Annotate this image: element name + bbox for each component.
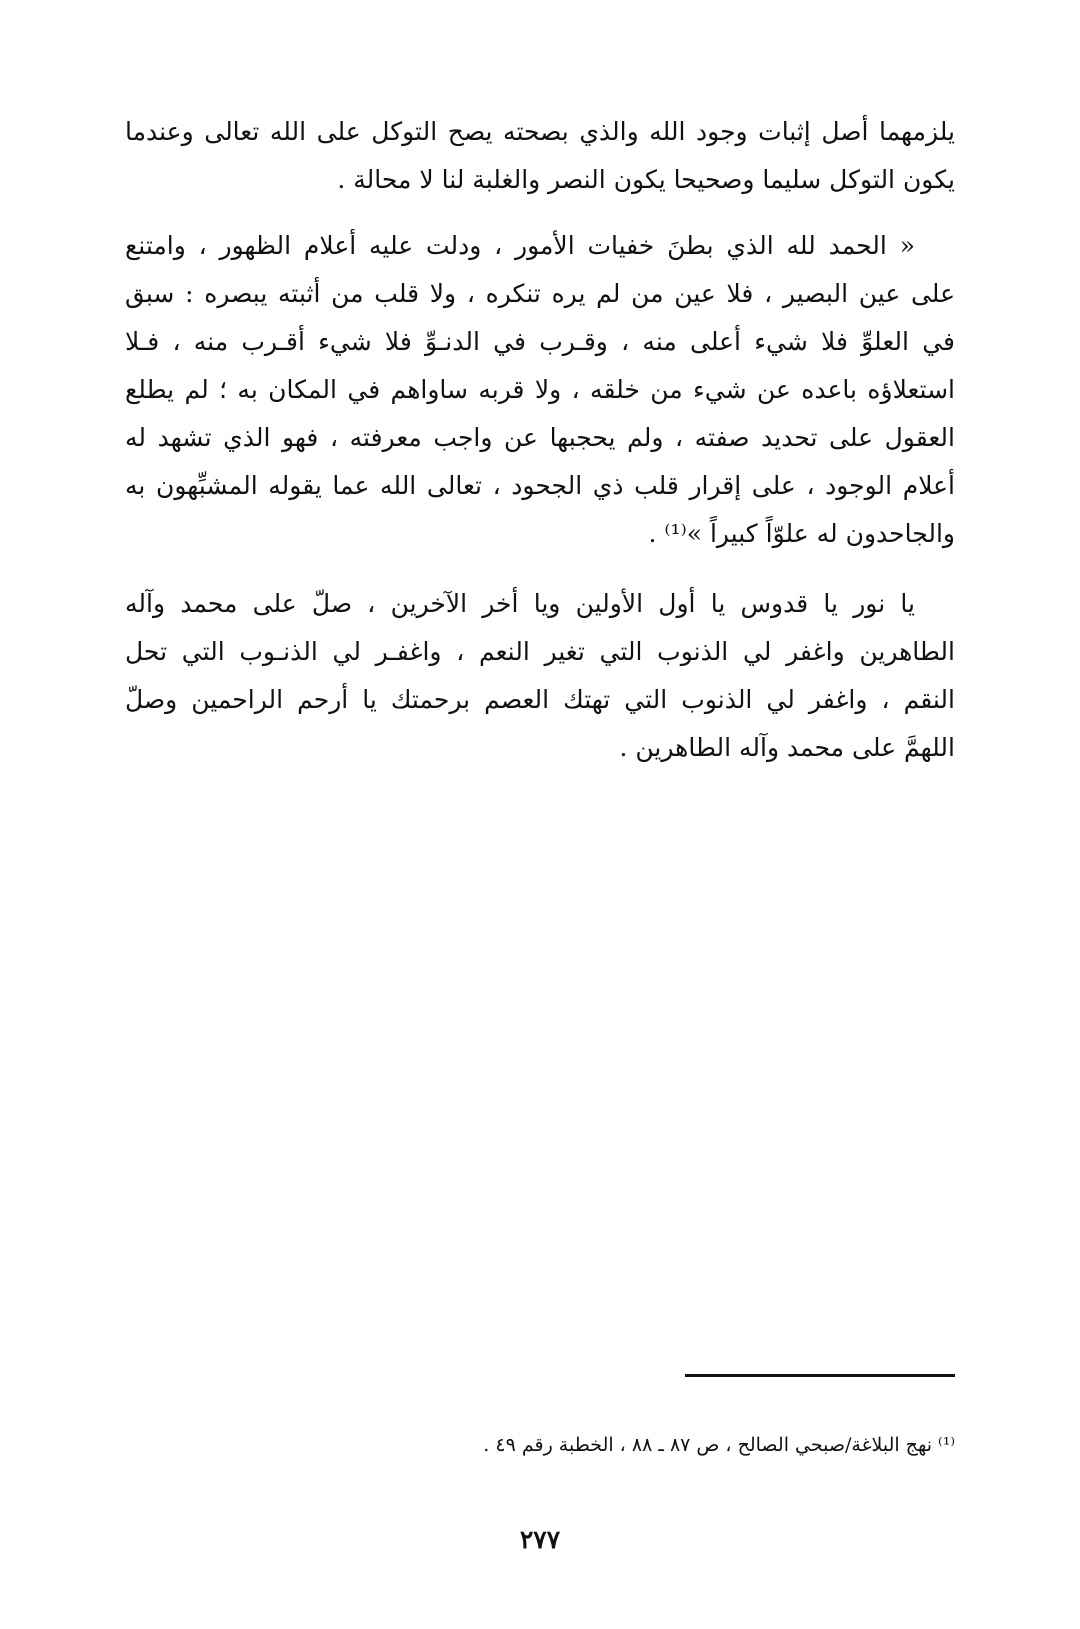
paragraph-1-line: يلزمهما أصل إثبات وجود الله والذي بصحته يصح التوكل على الله تعالى وعندما bbox=[125, 117, 955, 146]
paragraph-2-line: العقول على تحديد صفته ، ولم يحجبها عن واجب معرفته ، فهو الذي تشهد له bbox=[125, 423, 955, 452]
paragraph-3-line: الطاهرين واغفر لي الذنوب التي تغير النعم ، واغفـر لي الذنـوب التي تحل bbox=[125, 637, 955, 666]
paragraph-2-line: أعلام الوجود ، على إقرار قلب ذي الجحود ، تعالى الله عما يقوله المشبِّهون به bbox=[125, 471, 955, 500]
paragraph-3-line: اللهمَّ على محمد وآله الطاهرين . bbox=[619, 733, 955, 762]
paragraph-3-prayer bbox=[125, 580, 955, 772]
paragraph-1-line: يكون التوكل سليما وصحيحا يكون النصر والغلبة لنا لا محالة . bbox=[337, 165, 955, 194]
paragraph-2-quote bbox=[125, 222, 955, 558]
paragraph-2-line: استعلاؤه باعده عن شيء من خلقه ، ولا قربه ساواهم في المكان به ؛ لم يطلع bbox=[125, 375, 955, 404]
paragraph-2-line: والجاحدون له علوّاً كبيراً »⁽¹⁾ . bbox=[648, 519, 955, 548]
paragraph-3-line: يا نور يا قدوس يا أول الأولين ويا أخر الآخرين ، صلّ على محمد وآله bbox=[125, 589, 915, 618]
paragraph-2-line: « الحمد لله الذي بطنَ خفيات الأمور ، ودلت عليه أعلام الظهور ، وامتنع bbox=[125, 231, 915, 260]
footnote: ⁽¹⁾ نهج البلاغة/صبحي الصالح ، ص ٨٧ ـ ٨٨ ، الخطبة رقم ٤٩ . bbox=[483, 1434, 955, 1456]
footnote-divider bbox=[685, 1374, 955, 1377]
paragraph-3-line: النقم ، واغفر لي الذنوب التي تهتك العصم برحمتك يا أرحم الراحمين وصلّ bbox=[125, 685, 955, 714]
paragraph-2-line: على عين البصير ، فلا عين من لم يره تنكره ، ولا قلب من أثبته يبصره : سبق bbox=[125, 279, 955, 308]
paragraph-1 bbox=[125, 108, 955, 204]
page-number: ٢٧٧ bbox=[519, 1525, 561, 1554]
paragraph-2-line: في العلوِّ فلا شيء أعلى منه ، وقـرب في الدنـوِّ فلا شيء أقـرب منه ، فـلا bbox=[125, 327, 955, 356]
